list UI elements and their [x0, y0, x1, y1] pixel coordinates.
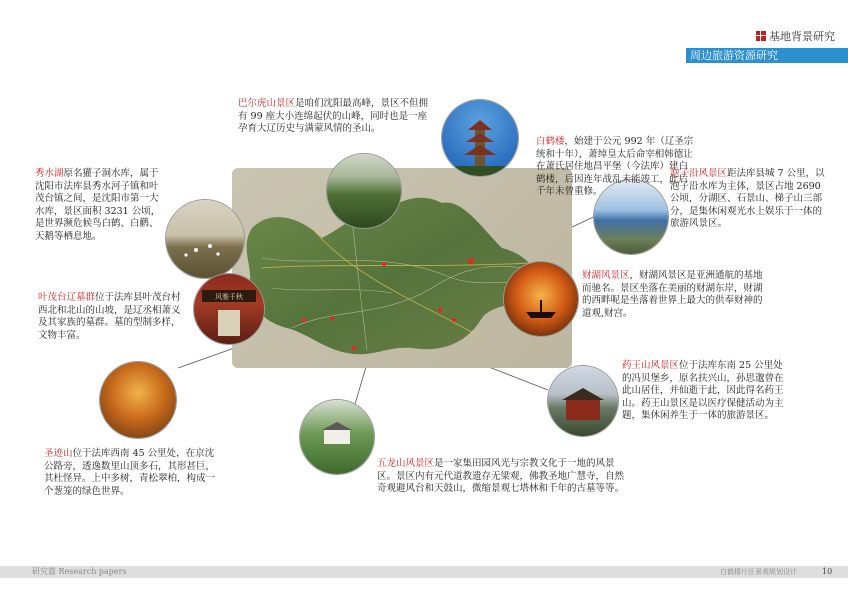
photo-xiushui-lake: [166, 200, 244, 278]
map-marker[interactable]: [382, 262, 386, 266]
subsection-tab[interactable]: 周边旅游资源研究: [686, 48, 848, 63]
section-title-text: 基地背景研究: [769, 30, 835, 43]
bird-icon: [166, 200, 244, 278]
map-marker[interactable]: [438, 308, 442, 312]
desc-bayan-mountain: 巴尔虎山景区是咱们沈阳最高峰，景区不但拥有 99 座大小连绵起伏的山峰，同时也是一座孕育大辽历史与满蒙风情的圣山。: [238, 98, 429, 134]
footer-left: 研究篇 Research papers: [32, 567, 127, 576]
photo-yemaotai-tombs: [194, 274, 264, 344]
map-marker[interactable]: [330, 316, 334, 320]
desc-shengji-mountain: 圣迹山位于法库西南 45 公里处，在京沈公路旁，透逸数里山顶多石，其形甚巨，其杜怪异。上中多树，青松翠柏，构成一个葱笼的绿色世界。: [44, 448, 216, 497]
page-number: 10: [822, 567, 833, 576]
desc-caihu-lake: 财湖风景区，财湖风景区是亚洲通航的基地而驰名。景区坐落在美丽的财湖东岸，财湖的西畔呢是坐落着世界上最大的供奉财神的道观,财宫。: [582, 270, 763, 319]
boat-icon: [504, 262, 578, 336]
desc-white-crane-tower: 白鹤楼，始建于公元 992 年（辽圣宗统和十年），萧绰皇太后命宰相韩德让在萧氏居住地昌平堡（今法库）建白鹤楼，后因连年战乱未能竣工，此后千年未曾重修。: [536, 136, 694, 197]
photo-yaowang-mountain: [548, 366, 618, 436]
desc-xiushui-lake: 秀水湖原名獾子洞水库，属于沈阳市法库县秀水河子镇和叶茂台镇之间，是沈阳市第一大水库，景区面积 3231 公顷，是世界濒危候鸟白鹤、白鹳、天鹅等栖息地。: [35, 168, 161, 242]
footer-right: 白鹤楼片区景观规划设计: [720, 568, 797, 576]
desc-paoziyan-lake: 泡子沿风景区距法库县城 7 公里，以泡子沿水库为主体，景区占地 2690 公顷，分湖区、石景山、梯子山三部分，是集休闲观光水上娱乐于一体的旅游风景区。: [670, 168, 825, 229]
tower-icon: [442, 100, 518, 176]
gate-sign: 风雅千秋: [215, 293, 243, 301]
photo-white-crane-tower: [442, 100, 518, 176]
section-title: [756, 28, 835, 44]
desc-wulong-mountain: 五龙山风景区是一家集田园风光与宗教文化于一地的风景区。景区内有元代道教遗存无梁观，佛教圣地广慧寺，自然奇观避风台和天鼓山，微缩景观七塔林和千年的古墓等等。: [377, 458, 625, 494]
temple-icon: [548, 366, 618, 436]
desc-yemaotai-tombs: 叶茂台辽墓群位于法库县叶茂台村西北和北山的山坡，是辽丞相萧义及其家族的墓群。墓的型制多样，文物丰富。: [38, 292, 181, 341]
logo-icon: [756, 31, 766, 41]
house-icon: [300, 400, 374, 474]
map-marker[interactable]: [468, 258, 474, 264]
map-marker[interactable]: [452, 318, 456, 322]
photo-bayan-mountain: [327, 154, 401, 228]
map-marker[interactable]: [302, 318, 306, 322]
gate-icon: [194, 274, 264, 344]
photo-shengji-mountain: [100, 362, 176, 438]
map-marker[interactable]: [352, 346, 356, 350]
desc-yaowang-mountain: 药王山风景区位于法库东南 25 公里处的冯贝堡乡，原名扶兴山，孙思邈曾在此山居住，并仙逝于此，因此得名药王山。药王山景区是以医疗保健活动为主题，集休闲养生于一体的旅游景区。: [622, 360, 784, 421]
photo-caihu-lake: [504, 262, 578, 336]
photo-wulong-mountain: [300, 400, 374, 474]
